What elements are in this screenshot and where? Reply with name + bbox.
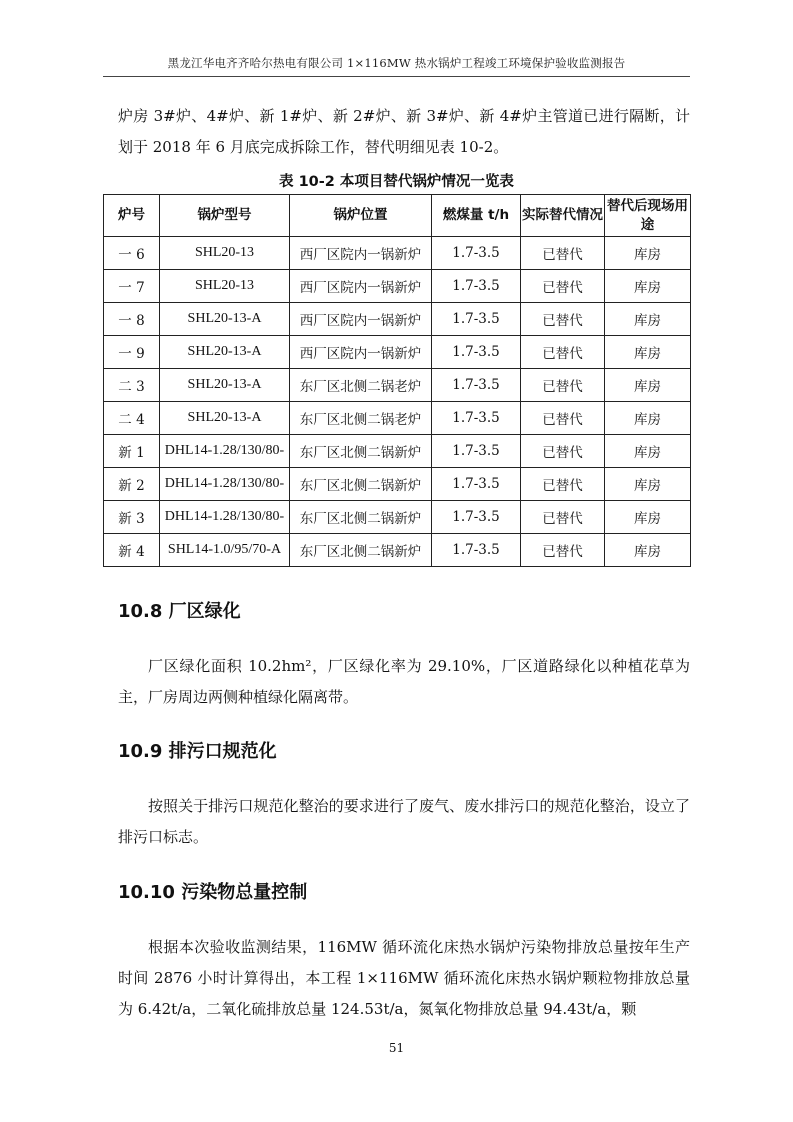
col-header-usage: 替代后现场用途 [605,195,691,237]
cell-coal: 1.7-3.5 [432,435,521,468]
cell-coal: 1.7-3.5 [432,468,521,501]
total-control-paragraph: 根据本次验收监测结果，116MW 循环流化床热水锅炉污染物排放总量按年生产时间 2876 小时计算得出，本工程 1×116MW 循环流化床热水锅炉颗粒物排放总量为 6.42t/a，二氧化硫排放总量 124.53t/a，氮氧化物排放总量 94.43t/a，颗 [118,938,690,1018]
cell-usage: 库房 [605,237,691,270]
intro-paragraph: 炉房 3#炉、4#炉、新 1#炉、新 2#炉、新 3#炉、新 4#炉主管道已进行隔断，计划于 2018 年 6 月底完成拆除工作，替代明细见表 10-2。 [118,107,690,156]
cell-boiler-no: 一 9 [104,336,160,369]
header-rule [103,76,690,77]
cell-boiler-no: 二 3 [104,369,160,402]
cell-model: DHL14-1.28/130/80- [160,435,290,468]
cell-coal: 1.7-3.5 [432,336,521,369]
cell-coal: 1.7-3.5 [432,270,521,303]
col-header-coal: 燃煤量 t/h [432,195,521,237]
cell-status: 已替代 [521,237,605,270]
cell-usage: 库房 [605,468,691,501]
cell-boiler-no: 新 1 [104,435,160,468]
cell-model: SHL20-13-A [160,369,290,402]
table-header-row [104,195,691,237]
cell-location: 东厂区北侧二锅新炉 [290,468,432,501]
col-header-status: 实际替代情况 [521,195,605,237]
table-row [104,402,691,435]
cell-status: 已替代 [521,534,605,567]
cell-coal: 1.7-3.5 [432,369,521,402]
cell-boiler-no: 新 4 [104,534,160,567]
table-row [104,336,691,369]
outfall-paragraph: 按照关于排污口规范化整治的要求进行了废气、废水排污口的规范化整治，设立了排污口标志。 [118,797,690,846]
table-row [104,270,691,303]
cell-coal: 1.7-3.5 [432,402,521,435]
cell-model: DHL14-1.28/130/80- [160,468,290,501]
table-caption: 表 10-2 本项目替代锅炉情况一览表 [279,174,514,190]
cell-location: 东厂区北侧二锅新炉 [290,435,432,468]
cell-usage: 库房 [605,435,691,468]
cell-status: 已替代 [521,435,605,468]
boiler-replacement-table [103,194,691,567]
cell-usage: 库房 [605,270,691,303]
col-header-boiler-no: 炉号 [104,195,160,237]
cell-coal: 1.7-3.5 [432,237,521,270]
cell-status: 已替代 [521,369,605,402]
cell-usage: 库房 [605,534,691,567]
cell-status: 已替代 [521,336,605,369]
cell-status: 已替代 [521,303,605,336]
cell-status: 已替代 [521,468,605,501]
table-row [104,501,691,534]
cell-usage: 库房 [605,336,691,369]
table-row [104,303,691,336]
cell-location: 西厂区院内一锅新炉 [290,270,432,303]
cell-boiler-no: 一 7 [104,270,160,303]
cell-model: SHL20-13-A [160,336,290,369]
cell-model: SHL20-13 [160,270,290,303]
cell-coal: 1.7-3.5 [432,501,521,534]
cell-location: 西厂区院内一锅新炉 [290,237,432,270]
cell-location: 东厂区北侧二锅老炉 [290,402,432,435]
section-heading-outfall: 10.9 排污口规范化 [118,741,277,762]
page-number: 51 [388,1041,405,1055]
cell-coal: 1.7-3.5 [432,534,521,567]
section-heading-total-control: 10.10 污染物总量控制 [118,882,308,903]
cell-usage: 库房 [605,369,691,402]
cell-location: 东厂区北侧二锅新炉 [290,501,432,534]
cell-model: SHL14-1.0/95/70-A [160,534,290,567]
cell-usage: 库房 [605,501,691,534]
table-row [104,435,691,468]
cell-status: 已替代 [521,270,605,303]
cell-usage: 库房 [605,402,691,435]
cell-model: SHL20-13-A [160,303,290,336]
table-row [104,468,691,501]
col-header-model: 锅炉型号 [160,195,290,237]
cell-coal: 1.7-3.5 [432,303,521,336]
cell-model: SHL20-13-A [160,402,290,435]
cell-status: 已替代 [521,501,605,534]
cell-location: 东厂区北侧二锅老炉 [290,369,432,402]
cell-location: 东厂区北侧二锅新炉 [290,534,432,567]
cell-location: 西厂区院内一锅新炉 [290,303,432,336]
table-row [104,237,691,270]
cell-boiler-no: 新 3 [104,501,160,534]
cell-boiler-no: 二 4 [104,402,160,435]
greening-paragraph: 厂区绿化面积 10.2hm²，厂区绿化率为 29.10%，厂区道路绿化以种植花草为主，厂房周边两侧种植绿化隔离带。 [118,657,690,706]
cell-boiler-no: 一 6 [104,237,160,270]
section-heading-greening: 10.8 厂区绿化 [118,601,241,622]
cell-usage: 库房 [605,303,691,336]
running-header: 黑龙江华电齐齐哈尔热电有限公司 1×116MW 热水锅炉工程竣工环境保护验收监测报告 [167,56,626,70]
cell-model: SHL20-13 [160,237,290,270]
cell-boiler-no: 一 8 [104,303,160,336]
cell-boiler-no: 新 2 [104,468,160,501]
cell-location: 西厂区院内一锅新炉 [290,336,432,369]
table-row [104,534,691,567]
cell-model: DHL14-1.28/130/80- [160,501,290,534]
col-header-location: 锅炉位置 [290,195,432,237]
table-row [104,369,691,402]
cell-status: 已替代 [521,402,605,435]
